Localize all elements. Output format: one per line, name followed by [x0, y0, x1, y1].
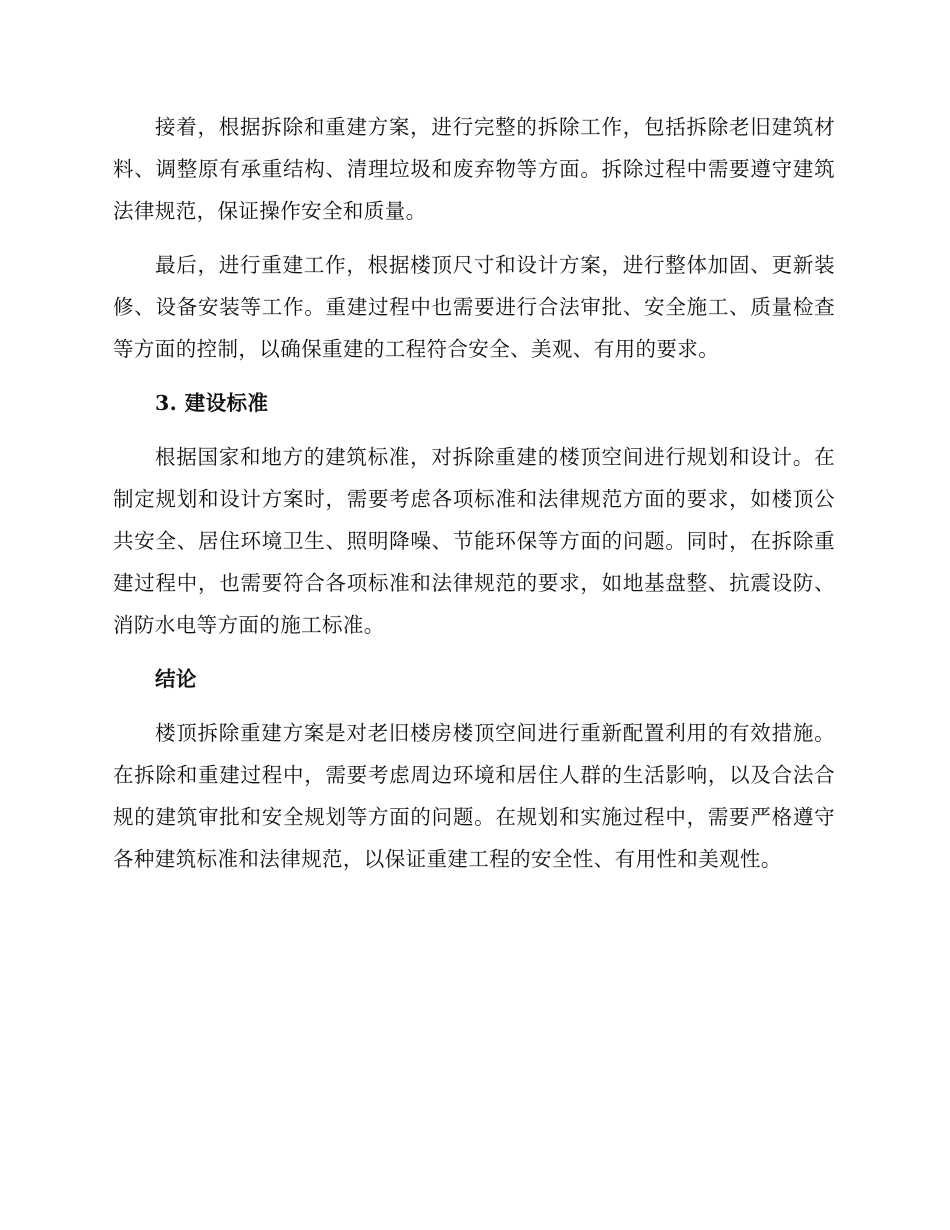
- paragraph-reconstruction: 最后，进行重建工作，根据楼顶尺寸和设计方案，进行整体加固、更新装修、设备安装等工作。重建过程中也需要进行合法审批、安全施工、质量检查等方面的控制，以确保重建的工程符合安全、美观、有用的要求。: [113, 253, 835, 361]
- section-heading-construction-standards: 3. 建设标准: [155, 391, 269, 415]
- paragraph-gap: [113, 700, 835, 712]
- paragraph-gap: [113, 646, 835, 658]
- paragraph-gap: [113, 370, 835, 382]
- paragraph-conclusion: 楼顶拆除重建方案是对老旧楼房楼顶空间进行重新配置利用的有效措施。在拆除和重建过程中，需要考虑周边环境和居住人群的生活影响，以及合法合规的建筑审批和安全规划等方面的问题。在规划和实施过程中，需要严格遵守各种建筑标准和法律规范，以保证重建工程的安全性、有用性和美观性。: [113, 721, 835, 871]
- paragraph-standards: 根据国家和地方的建筑标准，对拆除重建的楼顶空间进行规划和设计。在制定规划和设计方案时，需要考虑各项标准和法律规范方面的要求，如楼顶公共安全、居住环境卫生、照明降噪、节能环保等方面的问题。同时，在拆除重建过程中，也需要符合各项标准和法律规范的要求，如地基盘整、抗震设防、消防水电等方面的施工标准。: [113, 445, 835, 637]
- paragraph-gap: [113, 232, 835, 244]
- paragraph-gap: [113, 424, 835, 436]
- section-heading-conclusion: 结论: [155, 667, 197, 691]
- paragraph-demolition: 接着，根据拆除和重建方案，进行完整的拆除工作，包括拆除老旧建筑材料、调整原有承重结构、清理垃圾和废弃物等方面。拆除过程中需要遵守建筑法律规范，保证操作安全和质量。: [113, 115, 835, 223]
- document-body: [113, 106, 835, 880]
